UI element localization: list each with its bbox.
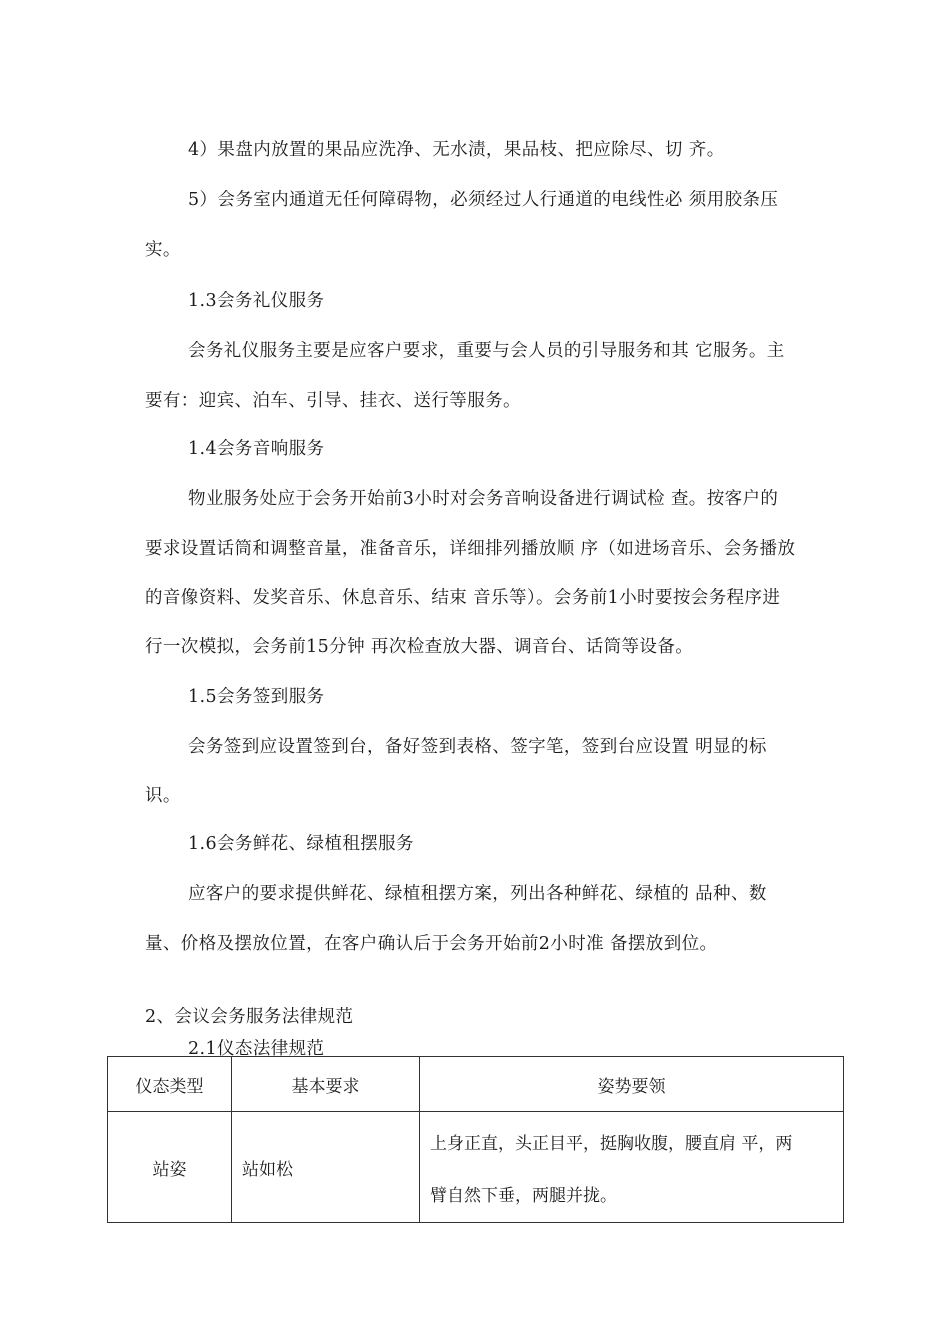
- paragraph-line: 5）会务室内通道无任何障碍物，必须经过人行通道的电线性必 须用胶条压: [188, 190, 779, 210]
- detail-line: 臂自然下垂，两腿并拢。: [430, 1186, 617, 1206]
- posture-table: [107, 1056, 844, 1223]
- table-header-cell: 仪态类型: [108, 1057, 232, 1112]
- basic-requirement-cell: 站如松: [232, 1112, 420, 1223]
- paragraph-line: 要有：迎宾、泊车、引导、挂衣、送行等服务。: [145, 391, 521, 411]
- section-heading: 1.4会务音响服务: [188, 439, 325, 459]
- paragraph-line: 应客户的要求提供鲜花、绿植租摆方案，列出各种鲜花、绿植的 品种、数: [188, 884, 767, 904]
- section-heading: 1.5会务签到服务: [188, 687, 325, 707]
- section-heading: 1.6会务鲜花、绿植租摆服务: [188, 834, 414, 854]
- paragraph-line: 4）果盘内放置的果品应洗净、无水渍，果品枝、把应除尽、切 齐。: [188, 140, 725, 160]
- posture-detail-cell: [420, 1112, 844, 1223]
- table-row: [108, 1112, 844, 1223]
- paragraph-line: 行一次模拟，会务前15分钟 再次检查放大器、调音台、话筒等设备。: [145, 637, 694, 657]
- paragraph-line: 实。: [145, 240, 181, 260]
- table-header-cell: 姿势要领: [420, 1057, 844, 1112]
- table-header-cell: 基本要求: [232, 1057, 420, 1112]
- paragraph-line: 会务礼仪服务主要是应客户要求，重要与会人员的引导服务和其 它服务。主: [188, 341, 785, 361]
- paragraph-line: 会务签到应设置签到台，备好签到表格、签字笔，签到台应设置 明显的标: [188, 737, 767, 757]
- paragraph-line: 要求设置话筒和调整音量，准备音乐，详细排列播放顺 序（如进场音乐、会务播放: [145, 539, 796, 559]
- section-heading: 2.1仪态法律规范: [188, 1039, 325, 1059]
- paragraph-line: 识。: [145, 786, 181, 806]
- paragraph-line: 的音像资料、发奖音乐、休息音乐、结束 音乐等）。会务前1小时要按会务程序进: [145, 588, 781, 608]
- detail-line: 上身正直，头正目平，挺胸收腹，腰直肩 平，两: [430, 1134, 793, 1154]
- paragraph-line: 物业服务处应于会务开始前3小时对会务音响设备进行调试检 查。按客户的: [188, 489, 779, 509]
- section-heading: 1.3会务礼仪服务: [188, 291, 325, 311]
- paragraph-line: 量、价格及摆放位置，在客户确认后于会务开始前2小时准 备摆放到位。: [145, 934, 718, 954]
- posture-type-cell: 站姿: [108, 1112, 232, 1223]
- chapter-heading: 2、会议会务服务法律规范: [145, 1007, 354, 1027]
- table-header-row: [108, 1057, 844, 1112]
